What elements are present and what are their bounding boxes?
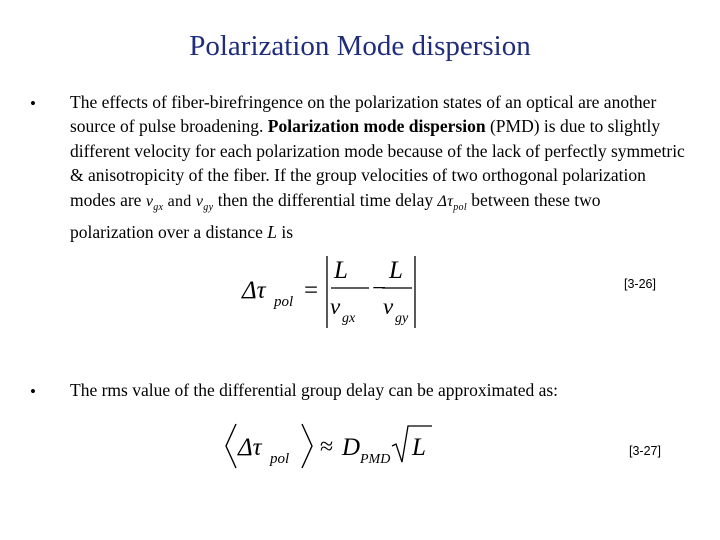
svg-text:pol: pol (274, 294, 294, 310)
svg-text:−: − (372, 275, 387, 302)
svg-text:v: v (383, 294, 394, 319)
svg-text:D: D (342, 434, 361, 461)
distance-symbol: L (267, 222, 278, 243)
svg-text:Δτ: Δτ (238, 434, 262, 461)
inline-math-delay: $\Delta\tau_{pol}$ (437, 192, 467, 213)
bullet-marker: • (30, 382, 36, 401)
svg-text:PMD: PMD (360, 452, 391, 467)
bullet-marker: • (30, 94, 36, 113)
bullet-paragraph-rms: The rms value of the differential group delay can be approximated as: (70, 380, 559, 400)
svg-text:pol: pol (270, 451, 290, 467)
svg-text:v: v (330, 294, 341, 319)
bold-term: Polarization mode dispersion (267, 116, 486, 137)
paragraph-text: is (277, 222, 294, 243)
svg-text:gy: gy (395, 311, 409, 326)
svg-text:≈: ≈ (320, 434, 334, 460)
svg-text:L: L (389, 257, 403, 284)
paragraph-text: The effects of fiber-birefringence on the polarization states of an optical are another source of pulse broadening. (70, 92, 657, 137)
svg-text:L: L (412, 434, 426, 461)
paragraph-text: then the differential time delay (213, 189, 438, 210)
svg-text:=: = (304, 277, 319, 304)
svg-text:L: L (334, 257, 348, 284)
bullet-paragraph-pmd (70, 90, 685, 245)
equation-pmd-delay (236, 248, 436, 332)
equation-rms-delay (220, 418, 440, 474)
inline-math-velocities: $v_{gx}$ and $v_{gy}$ (145, 192, 214, 213)
paragraph-text: (PMD) is due to slightly different velocity for each polarization mode because of the lack of perfectly symmetric & anisotropicity of the fiber. If the group velocities of two orthogonal polarization modes are (70, 116, 685, 210)
svg-text:Δτ: Δτ (242, 277, 266, 304)
equation-number: [3-27] (629, 444, 661, 458)
svg-text:gx: gx (342, 311, 356, 326)
paragraph-text: between these two polarization over a distance (70, 189, 601, 243)
equation-number: [3-26] (624, 277, 656, 291)
page-title: Polarization Mode dispersion (189, 30, 531, 62)
